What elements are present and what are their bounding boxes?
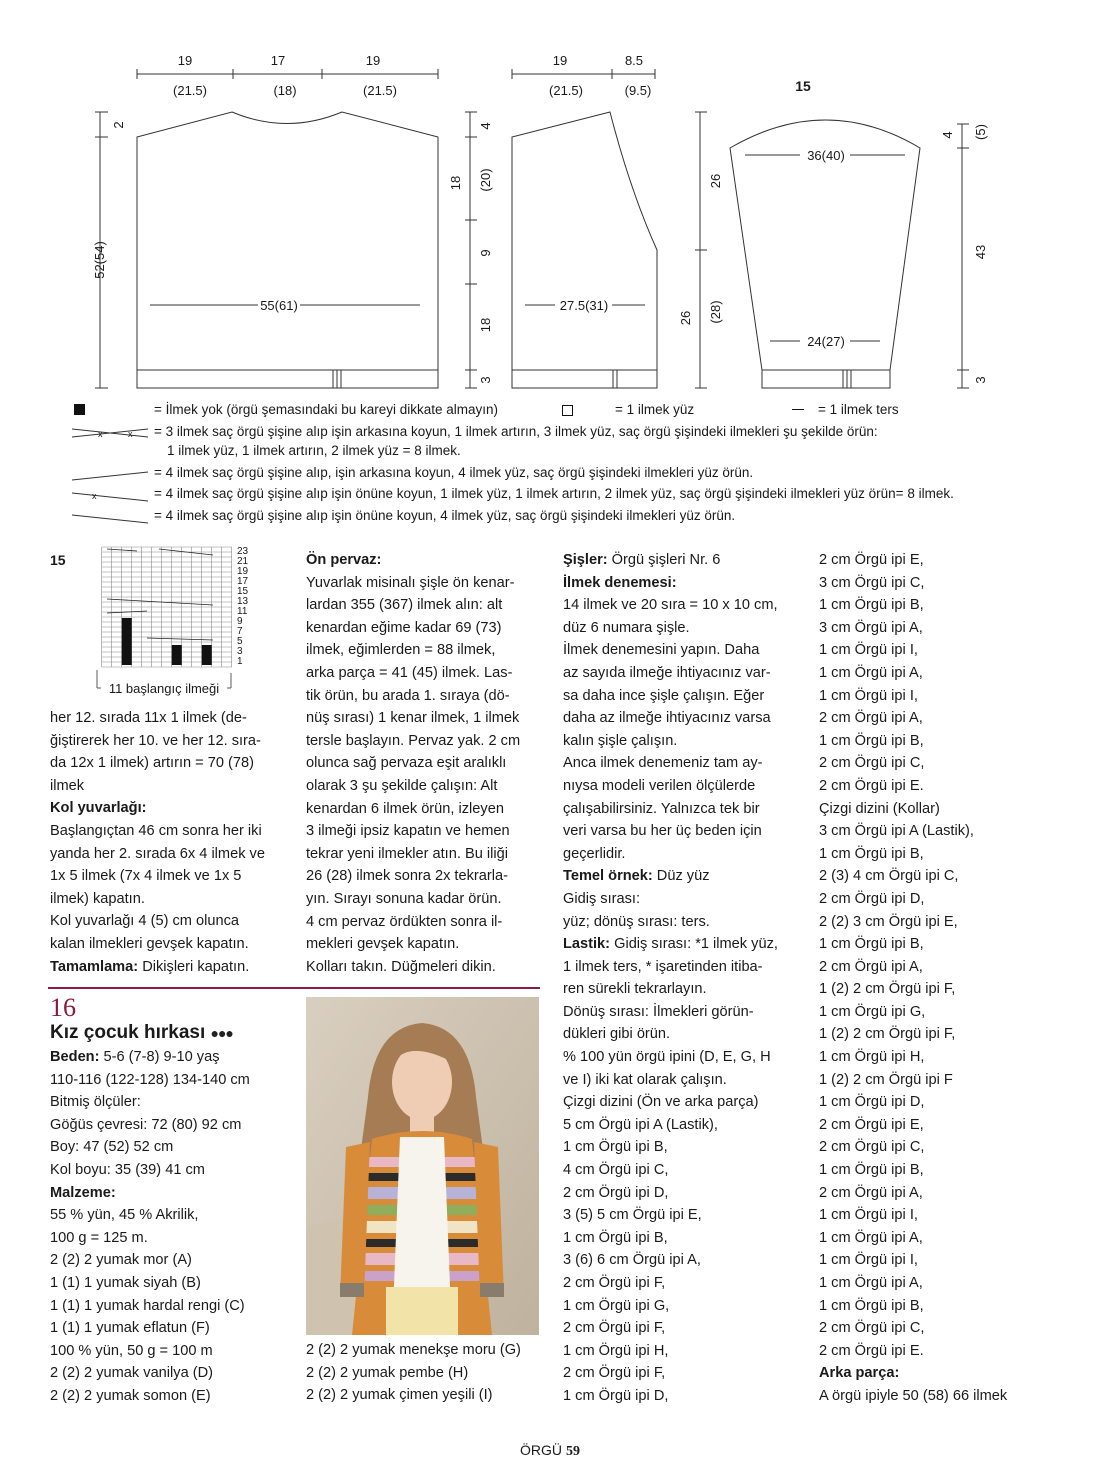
back-seg-3: 9 (478, 249, 493, 257)
text-line: 2 cm Örgü ipi A, (819, 958, 923, 975)
value: Düz yüz (652, 868, 710, 885)
column-2 (306, 549, 520, 978)
back-seg-2: 18 (448, 175, 463, 191)
cable-cross-back-icon (70, 425, 150, 441)
garment-schematic (0, 0, 1100, 400)
text-line: ilmek (50, 777, 85, 794)
chart-bar-3 (202, 645, 212, 665)
text-line: 1 cm Örgü ipi D, (563, 1387, 669, 1404)
back-seg-4: 18 (478, 317, 493, 333)
text-line: tersle başlayın. Pervaz yak. 2 cm (306, 732, 521, 749)
text-line: İlmek denemesini yapın. Daha (563, 642, 760, 659)
chart-row-number: 23 (237, 546, 249, 557)
cable-cross-front-icon (70, 487, 150, 503)
text-line: dükleri gibi örün. (563, 1026, 671, 1043)
back-width: 55(61) (260, 298, 298, 313)
text-line: Kol yuvarlağı 4 (5) cm olunca (50, 913, 239, 930)
value: Örgü şişleri Nr. 6 (607, 552, 721, 568)
text-line: Arka parça: (819, 1365, 900, 1382)
text-line: 1 cm Örgü ipi B, (563, 1229, 668, 1246)
text-line: veri varsa bu her üç beden için (563, 823, 762, 840)
text-line: Bitmiş ölçüler: (50, 1094, 141, 1111)
section-16-specs (50, 1046, 250, 1408)
text-line: 2 (2) 2 yumak mor (A) (50, 1252, 192, 1269)
text-line: 1 cm Örgü ipi B, (819, 936, 924, 953)
text-line: tik örün, bu arada 1. sıraya (dö- (306, 687, 510, 704)
text-line: Malzeme: (50, 1184, 116, 1201)
chart-row-number: 3 (237, 646, 243, 657)
cable-front-icon (70, 509, 150, 525)
text-line: ren sürekli tekrarlayın. (563, 981, 707, 998)
magazine-name: ÖRGÜ (520, 1442, 563, 1458)
back-seg-5: 3 (478, 376, 493, 384)
text-line: 2 cm Örgü ipi D, (819, 890, 925, 907)
text-line: Başlangıçtan 46 cm sonra her iki (50, 822, 262, 839)
chart-row-number: 1 (237, 656, 243, 667)
chart-row-number: 5 (237, 636, 243, 647)
text-line: 2 (2) 3 cm Örgü ipi E, (819, 913, 958, 930)
text-line: az sayıda ilmeğe ihtiyacınız var- (563, 664, 771, 681)
text-line: 2 cm Örgü ipi E, (819, 552, 924, 568)
chart-caption: 11 başlangıç ilmeği (108, 681, 220, 696)
girl-cardigan-photo (306, 997, 539, 1335)
text-line: 3 cm Örgü ipi C, (819, 574, 925, 591)
section-divider (48, 987, 540, 989)
text-line: 2 cm Örgü ipi A, (819, 1184, 923, 1201)
text-line: geçerlidir. (563, 845, 626, 862)
chart-row-number: 15 (237, 586, 249, 597)
text-line: 1 cm Örgü ipi B, (819, 732, 924, 749)
sleeve-top-width: 36(40) (807, 148, 845, 163)
text-line: 4 cm pervaz ördükten sonra il- (306, 913, 503, 930)
text-line: 26 (28) ilmek sonra 2x tekrarla- (306, 868, 508, 885)
text-line: 3 ilmeği ipsiz kapatın ve hemen (306, 823, 510, 840)
text-line: İlmek denemesi: (563, 574, 677, 591)
text-line (563, 865, 778, 888)
text-line: 2 cm Örgü ipi E. (819, 1342, 924, 1359)
text-line: 1 cm Örgü ipi B, (563, 1139, 668, 1156)
text-line: Çizgi dizini (Kollar) (819, 800, 940, 817)
text-line: Kol boyu: 35 (39) 41 cm (50, 1161, 205, 1178)
text-line: 2 cm Örgü ipi F, (563, 1365, 666, 1382)
text-line: 2 (2) 2 yumak menekşe moru (G) (306, 1342, 521, 1358)
text-line: Gidiş sırası: (563, 890, 641, 907)
text-line: ve I) iki kat olarak çalışın. (563, 1071, 727, 1088)
back-neck-depth: 2 (111, 121, 126, 129)
text-line: 3 (6) 6 cm Örgü ipi A, (563, 1252, 701, 1269)
text-line (50, 1046, 250, 1069)
text-line: 4 cm Örgü ipi C, (563, 1162, 669, 1179)
front-top-w2: 8.5 (624, 53, 644, 68)
front-width: 27.5(31) (559, 298, 609, 313)
sleeve-bottom-width: 24(27) (807, 334, 845, 349)
text-line: ğiştirerek her 10. ve her 12. sıra- (50, 732, 261, 749)
text-line: 14 ilmek ve 20 sıra = 10 x 10 cm, (563, 597, 778, 614)
back-top-w2: 17 (270, 53, 286, 68)
value: 5-6 (7-8) 9-10 yaş (99, 1049, 220, 1065)
chart-row-number: 13 (237, 596, 249, 607)
text-line: Ön pervaz: (306, 552, 382, 568)
front-top-w2-alt: (9.5) (624, 83, 652, 98)
label: Beden: (50, 1049, 100, 1065)
text-line: kenardan eğime kadar 69 (73) (306, 619, 502, 636)
text-line: 3 cm Örgü ipi A, (819, 619, 923, 636)
text-line: 2 cm Örgü ipi E. (819, 777, 924, 794)
chart-row-number: 21 (237, 556, 249, 567)
text-line: Yuvarlak misinalı şişle ön kenar- (306, 574, 515, 591)
column-3 (563, 549, 778, 1408)
back-top-w1-alt: (21.5) (173, 83, 207, 98)
text-line: 1 (2) 2 cm Örgü ipi F, (819, 1026, 956, 1043)
text-line: 1 (1) 1 yumak hardal rengi (C) (50, 1297, 245, 1314)
value: Gidiş sırası: *1 ilmek yüz, (610, 936, 778, 953)
text-line: lardan 355 (367) ilmek alın: alt (306, 597, 503, 614)
page-footer (0, 1442, 1100, 1460)
text-line: kalın şişle çalışın. (563, 732, 678, 749)
front-lower-alt: (28) (708, 300, 723, 324)
text-line: kenardan 6 ilmek örün, izleyen (306, 800, 504, 817)
svg-text:x: x (128, 429, 133, 439)
text-line: 1 cm Örgü ipi A, (819, 1229, 923, 1246)
back-seg-1: 4 (478, 122, 493, 130)
label: Lastik: (563, 936, 611, 953)
text-line: A örgü ipiyle 50 (58) 66 ilmek (819, 1387, 1008, 1404)
text-line: 2 cm Örgü ipi D, (563, 1184, 669, 1201)
chart-row-number: 11 (237, 606, 248, 617)
text-line: 2 cm Örgü ipi C, (819, 1320, 925, 1337)
difficulty-dots-icon: ●●● (210, 1025, 233, 1041)
text-line: 2 (3) 4 cm Örgü ipi C, (819, 868, 959, 885)
text-line: 5 cm Örgü ipi A (Lastik), (563, 1116, 718, 1133)
svg-text:x: x (92, 491, 97, 501)
text-line: tekrar yeni ilmekler atın. Bu iliği (306, 845, 508, 862)
text-line: kalan ilmekleri gevşek kapatın. (50, 935, 249, 952)
text-line: nıysa modeli verilen ölçülerde (563, 777, 756, 794)
front-upper: 26 (708, 173, 723, 189)
sleeve-right-1-alt: (5) (973, 124, 988, 140)
text-line: da 12x 1 ilmek) artırın = 70 (78) (50, 755, 254, 772)
text-line: arka parça = 41 (45) ilmek. Las- (306, 664, 513, 681)
text-line: 1 cm Örgü ipi B, (819, 597, 924, 614)
column-2-bottom (306, 1339, 521, 1407)
text-line: 2 (2) 2 yumak pembe (H) (306, 1364, 469, 1381)
text-line: 1 (2) 2 cm Örgü ipi F (819, 1071, 953, 1088)
text-line: 110-116 (122-128) 134-140 cm (50, 1071, 250, 1088)
text-line: Göğüs çevresi: 72 (80) 92 cm (50, 1116, 242, 1133)
knitting-chart (85, 545, 265, 700)
text-line: 1 (1) 1 yumak siyah (B) (50, 1274, 201, 1291)
text-line: yın. Sırayı sonuna kadar örün. (306, 890, 502, 907)
text-line: 1 cm Örgü ipi A, (819, 1275, 923, 1291)
svg-text:x: x (98, 429, 103, 439)
text-line (563, 933, 778, 956)
sleeve-right-3: 3 (973, 376, 988, 384)
text-line: 1 cm Örgü ipi I, (819, 1207, 918, 1224)
text-line: 2 cm Örgü ipi C, (819, 755, 925, 772)
front-top-w1: 19 (552, 53, 568, 68)
text-line: 2 (2) 2 yumak çimen yeşili (I) (306, 1387, 493, 1404)
text-line: 2 cm Örgü ipi E, (819, 1116, 924, 1133)
dash-icon (792, 409, 804, 410)
chart-row-number: 7 (237, 626, 243, 637)
text-line: 1 ilmek ters, * işaretinden itiba- (563, 958, 763, 975)
text-line: 3 cm Örgü ipi A (Lastik), (819, 823, 974, 840)
text-line: 1 cm Örgü ipi H, (563, 1342, 669, 1359)
text-line: 100 g = 125 m. (50, 1229, 148, 1246)
text-line: 1 (2) 2 cm Örgü ipi F, (819, 981, 956, 998)
empty-square-icon (562, 405, 573, 416)
back-top-w3: 19 (365, 53, 381, 68)
pattern-title: Kız çocuk hırkası ●●● (50, 1022, 233, 1043)
text-line: 1 cm Örgü ipi D, (819, 1094, 925, 1111)
front-top-w1-alt: (21.5) (549, 83, 583, 98)
text-line: 2 cm Örgü ipi F, (563, 1320, 666, 1337)
text-line: 2 cm Örgü ipi F, (563, 1275, 666, 1291)
chart-bar-1 (122, 618, 132, 665)
text-line: Dönüş sırası: İlmekleri görün- (563, 1003, 754, 1020)
text-line: her 12. sırada 11x 1 ilmek (de- (50, 710, 247, 726)
chart-number: 15 (50, 552, 66, 568)
text-line: 55 % yün, 45 % Akrilik, (50, 1207, 199, 1224)
text-line: olunca sağ pervaza eşit aralıklı (306, 755, 507, 772)
column-1 (50, 707, 265, 978)
text-line: nüş sırası) 1 kenar ilmek, 1 ilmek (306, 710, 520, 727)
text-line: 100 % yün, 50 g = 100 m (50, 1342, 213, 1359)
text-line: 1 cm Örgü ipi B, (819, 1297, 924, 1314)
text-line: ilmek, eğimlerden = 88 ilmek, (306, 642, 496, 659)
back-height: 52(54) (92, 241, 107, 279)
text-line: 1 cm Örgü ipi G, (819, 1003, 926, 1020)
label: Temel örnek: (563, 868, 653, 885)
cable-back-icon (70, 466, 150, 482)
back-seg-2-alt: (20) (478, 168, 493, 192)
text-line: 1 (1) 1 yumak eflatun (F) (50, 1320, 210, 1337)
text-line: % 100 yün örgü ipini (D, E, G, H (563, 1049, 771, 1066)
chart-row-number: 17 (237, 576, 249, 587)
text-line: 2 cm Örgü ipi A, (819, 710, 923, 727)
section-number: 16 (50, 993, 76, 1022)
text-line: yüz; dönüş sırası: ters. (563, 913, 710, 930)
text-line: 2 (2) 2 yumak vanilya (D) (50, 1365, 214, 1382)
back-top-w2-alt: (18) (273, 83, 297, 98)
text-line: Anca ilmek denemeniz tam ay- (563, 755, 763, 772)
sleeve-right-1: 4 (940, 131, 955, 139)
label: Tamamlama: (50, 958, 139, 975)
text-line: 1 cm Örgü ipi I, (819, 687, 918, 704)
value: Dikişleri kapatın. (138, 958, 250, 975)
text-line: 1 cm Örgü ipi A, (819, 664, 923, 681)
text-line: 2 (2) 2 yumak somon (E) (50, 1387, 211, 1404)
text-line: mekleri gevşek kapatın. (306, 936, 460, 953)
text-line: Kol yuvarlağı: (50, 800, 147, 817)
text-line: sa daha ince şişle çalışın. Eğer (563, 687, 765, 704)
text-line: 1 cm Örgü ipi I, (819, 1252, 918, 1269)
text-line: ilmek) kapatın. (50, 890, 145, 907)
schematic-number: 15 (795, 78, 811, 94)
text-line: yanda her 2. sırada 6x 4 ilmek ve (50, 845, 265, 862)
text-line: 3 (5) 5 cm Örgü ipi E, (563, 1207, 702, 1224)
chart-row-number: 19 (237, 566, 249, 577)
sleeve-right-2: 43 (973, 244, 988, 260)
text-line: Çizgi dizini (Ön ve arka parça) (563, 1094, 759, 1111)
column-4 (819, 549, 1007, 1408)
text-line: çalışabilirsiniz. Yalnızca tek bir (563, 800, 760, 817)
back-top-w1: 19 (177, 53, 193, 68)
text-line (563, 549, 778, 572)
page-number: 59 (565, 1444, 580, 1459)
text-line: 1 cm Örgü ipi H, (819, 1049, 925, 1066)
text-line: 1 cm Örgü ipi B, (819, 845, 924, 862)
text-line (50, 956, 265, 979)
chart-bar-2 (172, 645, 182, 665)
text-line: 1 cm Örgü ipi B, (819, 1162, 924, 1179)
text-line: daha az ilmeğe ihtiyacınız varsa (563, 710, 771, 727)
text-line: 1 cm Örgü ipi G, (563, 1297, 670, 1314)
chart-row-number: 9 (237, 616, 243, 627)
text-line: Boy: 47 (52) 52 cm (50, 1139, 174, 1156)
filled-square-icon (74, 404, 85, 415)
back-top-w3-alt: (21.5) (363, 83, 397, 98)
text-line: 1x 5 ilmek (7x 4 ilmek ve 1x 5 (50, 868, 242, 885)
front-lower: 26 (678, 310, 693, 326)
label: Şişler: (563, 552, 608, 568)
text-line: 1 cm Örgü ipi I, (819, 642, 918, 659)
text-line: olarak 3 şu şekilde çalışın: Alt (306, 777, 498, 794)
text-line: 2 cm Örgü ipi C, (819, 1139, 925, 1156)
text-line: Kolları takın. Düğmeleri dikin. (306, 958, 496, 975)
text-line: düz 6 numara şişle. (563, 619, 690, 636)
